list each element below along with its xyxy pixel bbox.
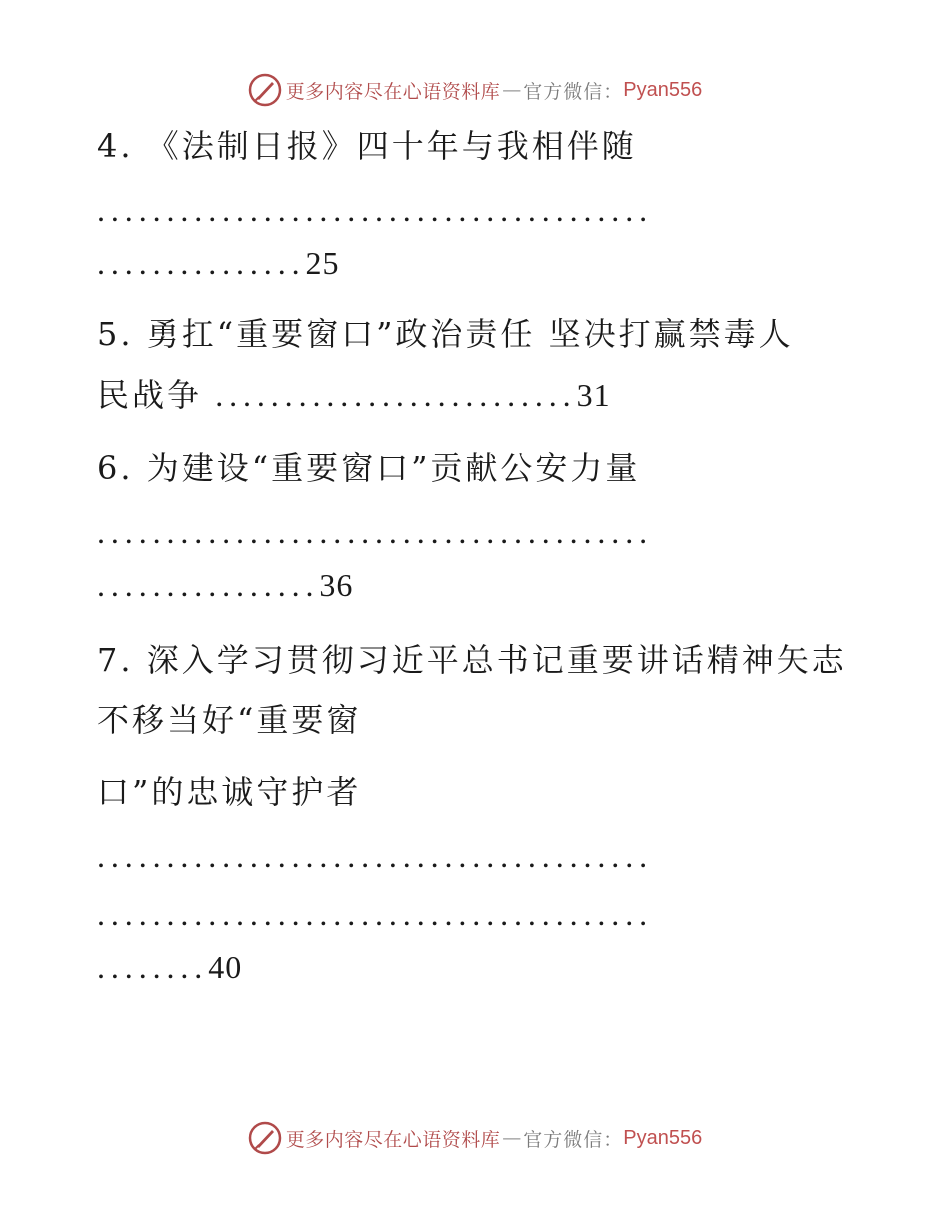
toc-item-7-leader-2: ........................................ — [97, 896, 653, 932]
toc-item-7-leader-3: ........ — [97, 949, 209, 985]
header-banner — [0, 70, 950, 110]
toc-item-6-leader-2: ................ — [97, 567, 320, 603]
toc-item-4-title: 4. 《法制日报》四十年与我相伴随 — [97, 127, 637, 165]
toc-item-5-title-line-2: 民战争 — [97, 376, 216, 414]
header-banner-sub: 官方微信： — [523, 80, 624, 103]
footer-banner-text: 更多内容尽在心语资料库 — [285, 1128, 501, 1151]
footer-banner-id: Pyan556 — [623, 1126, 703, 1149]
quill-pen-logo-icon — [248, 1121, 282, 1155]
toc-item-5-title-line-2-row — [97, 375, 857, 415]
toc-item-5-title-line-1: 5. 勇扛“重要窗口”政治责任 坚决打赢禁毒人 — [97, 315, 794, 353]
toc-item-6-leader-1: ........................................ — [97, 514, 653, 550]
toc-item-6-title: 6. 为建设“重要窗口”贡献公安力量 — [97, 449, 641, 487]
toc-item-4-page: 25 — [305, 245, 340, 281]
toc-item-7-leader-1: ........................................ — [97, 838, 653, 874]
toc-item-4-leader-1: ........................................ — [97, 192, 653, 228]
toc-item-5-page: 31 — [576, 377, 611, 413]
footer-banner-separator: — — [502, 1127, 522, 1149]
toc-item-7-title-line-3: 口”的忠诚守护者 — [97, 773, 362, 811]
quill-pen-logo-icon — [248, 73, 282, 107]
toc-item-7-leader-3-row — [97, 947, 842, 987]
toc-item-7-page: 40 — [208, 949, 243, 985]
toc-item-4-leader-2-row — [97, 243, 842, 283]
header-banner-id: Pyan556 — [623, 78, 703, 101]
toc-item-7-title-line-1: 7. 深入学习贯彻习近平总书记重要讲话精神矢志 — [97, 641, 847, 679]
footer-banner — [0, 1118, 950, 1158]
toc-item-4-leader-2: ............... — [97, 245, 306, 281]
toc-item-5-leader: .......................... — [215, 377, 577, 413]
header-banner-separator: — — [502, 79, 522, 101]
footer-banner-sub: 官方微信： — [523, 1128, 624, 1151]
toc-item-7-title-line-2: 不移当好“重要窗 — [97, 701, 362, 739]
toc-item-6-leader-2-row — [97, 565, 842, 605]
header-banner-text: 更多内容尽在心语资料库 — [285, 80, 501, 103]
toc-item-6-page: 36 — [319, 567, 354, 603]
